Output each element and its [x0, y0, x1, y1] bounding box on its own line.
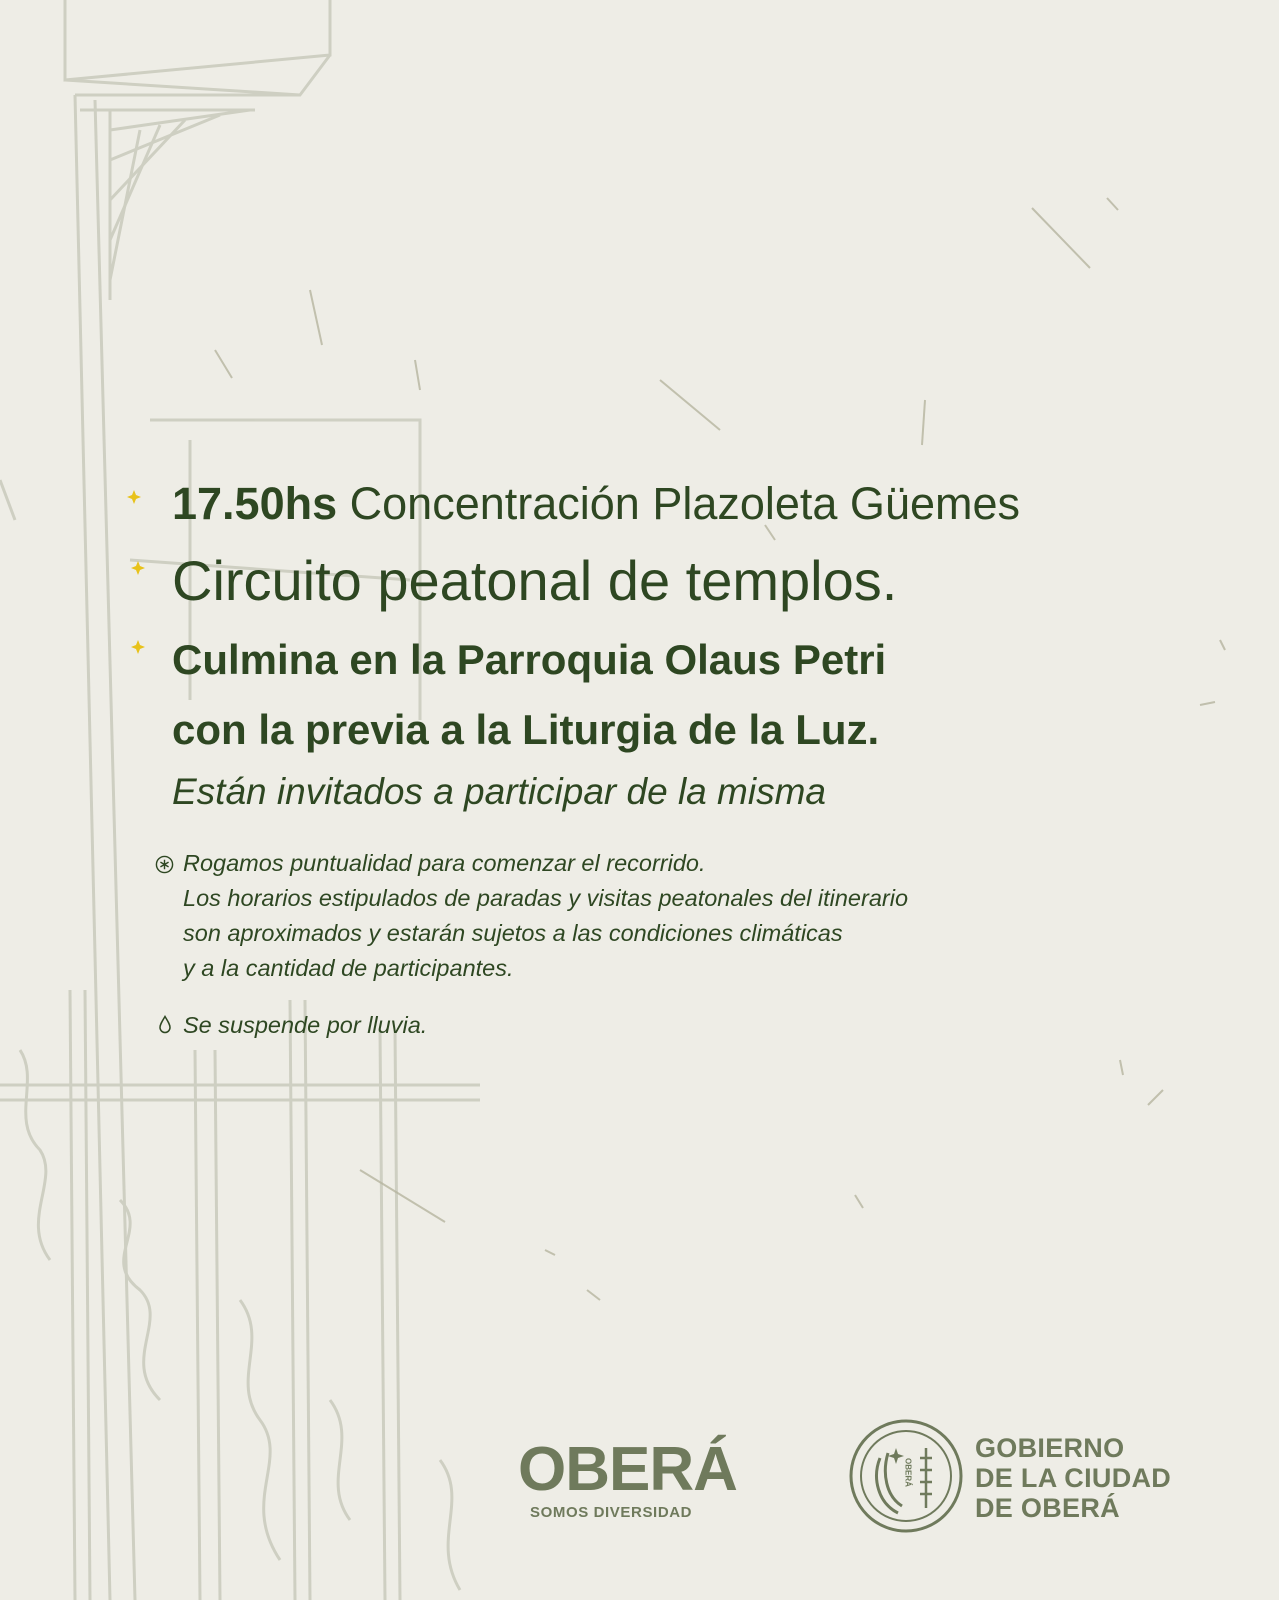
obera-logo-wordmark: OBERÁ: [518, 1435, 737, 1504]
note-rain-suspension: Se suspende por lluvia.: [183, 1012, 428, 1038]
note-participants: y a la cantidad de participantes.: [183, 955, 514, 981]
diamond-sparkle-icon: [131, 640, 145, 654]
event-concentration-line: [172, 478, 1020, 530]
government-name-line2: DE LA CIUDAD: [975, 1463, 1172, 1493]
city-seal-icon: [848, 1418, 964, 1534]
event-liturgy-line: con la previa a la Liturgia de la Luz.: [172, 706, 880, 753]
government-name-line3: DE OBERÁ: [975, 1493, 1120, 1523]
note-punctuality: Rogamos puntualidad para comenzar el recorrido.: [183, 850, 706, 876]
event-meeting-place: Concentración Plazoleta Güemes: [349, 478, 1021, 529]
government-name-line1: GOBIERNO: [975, 1433, 1125, 1463]
obera-somos-diversidad-logo: [518, 1434, 778, 1524]
diamond-sparkle-icon: [131, 561, 145, 575]
event-time: 17.50hs: [172, 478, 338, 529]
diamond-sparkle-icon: [127, 490, 141, 504]
seal-text: OBERÁ: [903, 1458, 913, 1487]
event-culmination-line: Culmina en la Parroquia Olaus Petri: [172, 636, 887, 683]
note-conditions: son aproximados y estarán sujetos a las condiciones climáticas: [183, 920, 843, 946]
raindrop-icon: [159, 1015, 171, 1034]
obera-logo-tagline: SOMOS DIVERSIDAD: [530, 1504, 693, 1521]
note-schedules: Los horarios estipulados de paradas y visitas peatonales del itinerario: [183, 885, 909, 911]
event-invitation-line: Están invitados a participar de la misma: [172, 771, 826, 812]
asterisk-circle-icon: [155, 855, 174, 874]
event-circuit-line: Circuito peatonal de templos.: [172, 549, 898, 612]
